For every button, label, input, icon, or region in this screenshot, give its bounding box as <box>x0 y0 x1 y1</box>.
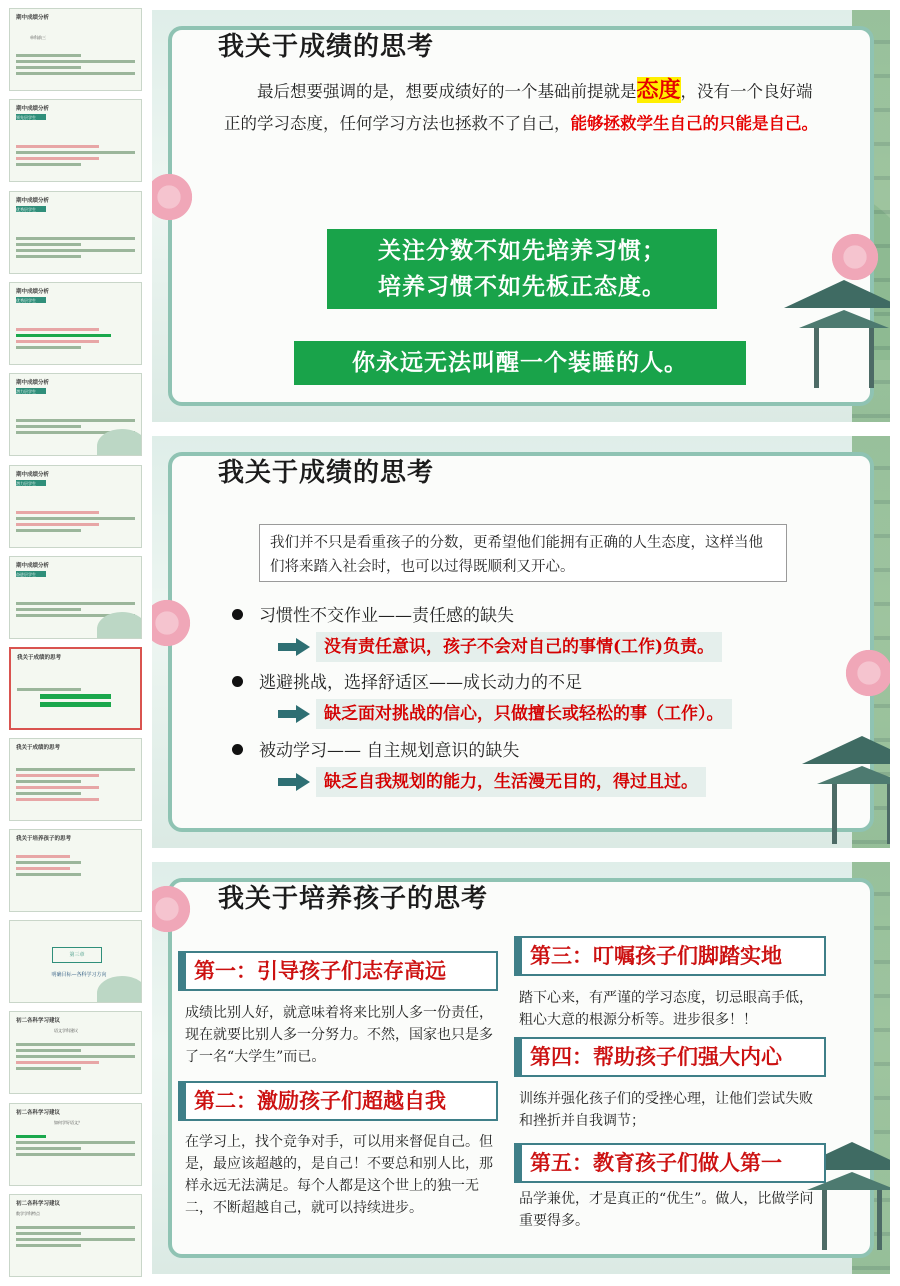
slide-grade-thoughts[interactable] <box>152 436 890 848</box>
point-text-1: 成绩比别人好，就意味着将来比别人多一份责任，现在就要比别人多一分努力。不然，国家也只是多了一名“大学生”而已。 <box>185 1005 493 1065</box>
thumbnail-subtitle: 优秀层学生 <box>16 298 36 303</box>
point-text-3: 踏下心来，有严谨的学习态度，切忌眼高手低，粗心大意的根源分析等。进步很多！！ <box>519 990 813 1028</box>
attitude-highlight: 态度 <box>636 77 681 103</box>
thumbnail-slide-11[interactable] <box>9 920 142 1003</box>
arrow-right-icon <box>278 773 310 791</box>
slide-attitude[interactable] <box>152 10 890 422</box>
arrow-note <box>278 767 798 797</box>
thumbnail-slide-6[interactable] <box>9 465 142 548</box>
thumbnail-title: 初二各科学习建议 <box>16 1018 61 1024</box>
thumbnail-title: 期中成绩分析 <box>16 289 50 295</box>
note-text: 缺乏面对挑战的信心，只做擅长或轻松的事（工作）。 <box>316 699 732 729</box>
thumbnail-subtitle: 单科前三 <box>30 35 46 40</box>
thumbnail-subtitle: 数学学科特点 <box>16 1211 40 1216</box>
thumbnail-subtitle: 语文学科建议 <box>54 1028 78 1033</box>
thumbnail-slide-7[interactable] <box>9 556 142 639</box>
blossom-decoration <box>828 230 882 284</box>
thumbnail-slide-5[interactable] <box>9 373 142 456</box>
bullet-item: 习惯性不交作业——责任感的缺失 <box>232 601 514 626</box>
thumbnail-subtitle: 优秀层学生 <box>16 207 36 212</box>
bullet-dot-icon <box>232 609 243 620</box>
bullet-dot-icon <box>232 676 243 687</box>
pavilion-decoration <box>802 736 890 846</box>
slide-title: 我关于成绩的思考 <box>218 458 435 488</box>
thumbnail-title: 期中成绩分析 <box>16 472 50 478</box>
note-text: 缺乏自我规划的能力，生活漫无目的，得过且过。 <box>316 767 706 797</box>
thumbnail-title: 我关于成绩的思考 <box>16 745 61 751</box>
thumbnail-slide-10[interactable] <box>9 829 142 912</box>
arrow-right-icon <box>278 705 310 723</box>
point-banner-4: 第四：帮助孩子们强大内心 <box>514 1037 826 1077</box>
slide-thumbnail-panel <box>0 0 150 1286</box>
thumbnail-title: 期中成绩分析 <box>16 563 50 569</box>
blossom-decoration <box>842 646 890 700</box>
bullet-item: 逃避挑战，选择舒适区——成长动力的不足 <box>232 668 582 693</box>
thumbnail-title: 期中成绩分析 <box>16 15 50 21</box>
arrow-note <box>278 699 838 729</box>
thumbnail-slide-9[interactable] <box>9 738 142 821</box>
thumbnail-slide-3[interactable] <box>9 191 142 274</box>
attitude-paragraph: 最后想要强调的是，想要成绩好的一个基础前提就是态度，没有一个良好端正的学习态度，任何学习方法也拯救不了自己，能够拯救学生自己的只能是自己。 <box>224 77 818 133</box>
bullet-item: 被动学习—— 自主规划意识的缺失 <box>232 736 519 761</box>
thumbnail-subtitle: 潜力层学生 <box>16 389 36 394</box>
thumbnail-chapter-label: 第三章 <box>52 947 102 963</box>
thumbnail-subtitle: 奋进层学生 <box>16 572 36 577</box>
thumbnail-slide-8-selected[interactable] <box>9 647 142 730</box>
thumbnail-title: 我关于培养孩子的思考 <box>16 836 72 842</box>
habit-callout-box: 关注分数不如先培养习惯； 培养习惯不如先板正态度。 <box>327 229 717 309</box>
thumbnail-title: 期中成绩分析 <box>16 380 50 386</box>
thumbnail-subtitle: 明确目标—各科学习方向 <box>51 972 107 978</box>
thumbnail-slide-12[interactable] <box>9 1011 142 1094</box>
thumbnail-slide-13[interactable] <box>9 1103 142 1186</box>
point-banner-1: 第一：引导孩子们志存高远 <box>178 951 498 991</box>
point-text-4: 训练并强化孩子们的受挫心理，让他们尝试失败和挫折并自我调节； <box>519 1091 813 1129</box>
thumbnail-slide-1[interactable] <box>9 8 142 91</box>
point-banner-2: 第二：激励孩子们超越自我 <box>178 1081 498 1121</box>
thumbnail-slide-14[interactable] <box>9 1194 142 1277</box>
point-text-5: 品学兼优，才是真正的“优生”。做人，比做学问重要得多。 <box>519 1191 814 1229</box>
thumbnail-slide-4[interactable] <box>9 282 142 365</box>
point-text-2: 在学习上，找个竞争对手，可以用来督促自己。但是，最应该超越的，是自己！不要总和别人比，那样永远无法满足。每个人都是这个世上的独一无二，不断超越自己，就可以持续进步。 <box>185 1134 493 1216</box>
thumbnail-slide-2[interactable] <box>9 99 142 182</box>
slide-title: 我关于培养孩子的思考 <box>218 884 489 914</box>
slide-title: 我关于成绩的思考 <box>218 32 435 62</box>
slide-raising-children[interactable] <box>152 862 890 1274</box>
arrow-note <box>278 632 838 662</box>
point-banner-3: 第三：叮嘱孩子们脚踏实地 <box>514 936 826 976</box>
attitude-red-text: 能够拯救学生自己的只能是自己。 <box>570 114 818 133</box>
bullet-dot-icon <box>232 744 243 755</box>
thumbnail-title: 期中成绩分析 <box>16 198 50 204</box>
intro-text-box: 我们并不只是看重孩子的分数，更希望他们能拥有正确的人生态度，这样当他们将来踏入社会时，也可以过得既顺利又开心。 <box>259 524 787 582</box>
point-banner-5: 第五：教育孩子们做人第一 <box>514 1143 826 1183</box>
thumbnail-title: 初二各科学习建议 <box>16 1201 61 1207</box>
thumbnail-subtitle: 潜力层学生 <box>16 481 36 486</box>
wake-callout-box: 你永远无法叫醒一个装睡的人。 <box>294 341 746 385</box>
thumbnail-title: 我关于成绩的思考 <box>17 655 62 661</box>
thumbnail-title: 初二各科学习建议 <box>16 1110 61 1116</box>
arrow-right-icon <box>278 638 310 656</box>
thumbnail-title: 期中成绩分析 <box>16 106 50 112</box>
note-text: 没有责任意识，孩子不会对自己的事情(工作)负责。 <box>316 632 722 662</box>
thumbnail-subtitle: 领先层学生 <box>16 115 36 120</box>
thumbnail-subtitle: 如何学好语文？ <box>54 1120 82 1125</box>
pavilion-decoration <box>784 280 890 390</box>
